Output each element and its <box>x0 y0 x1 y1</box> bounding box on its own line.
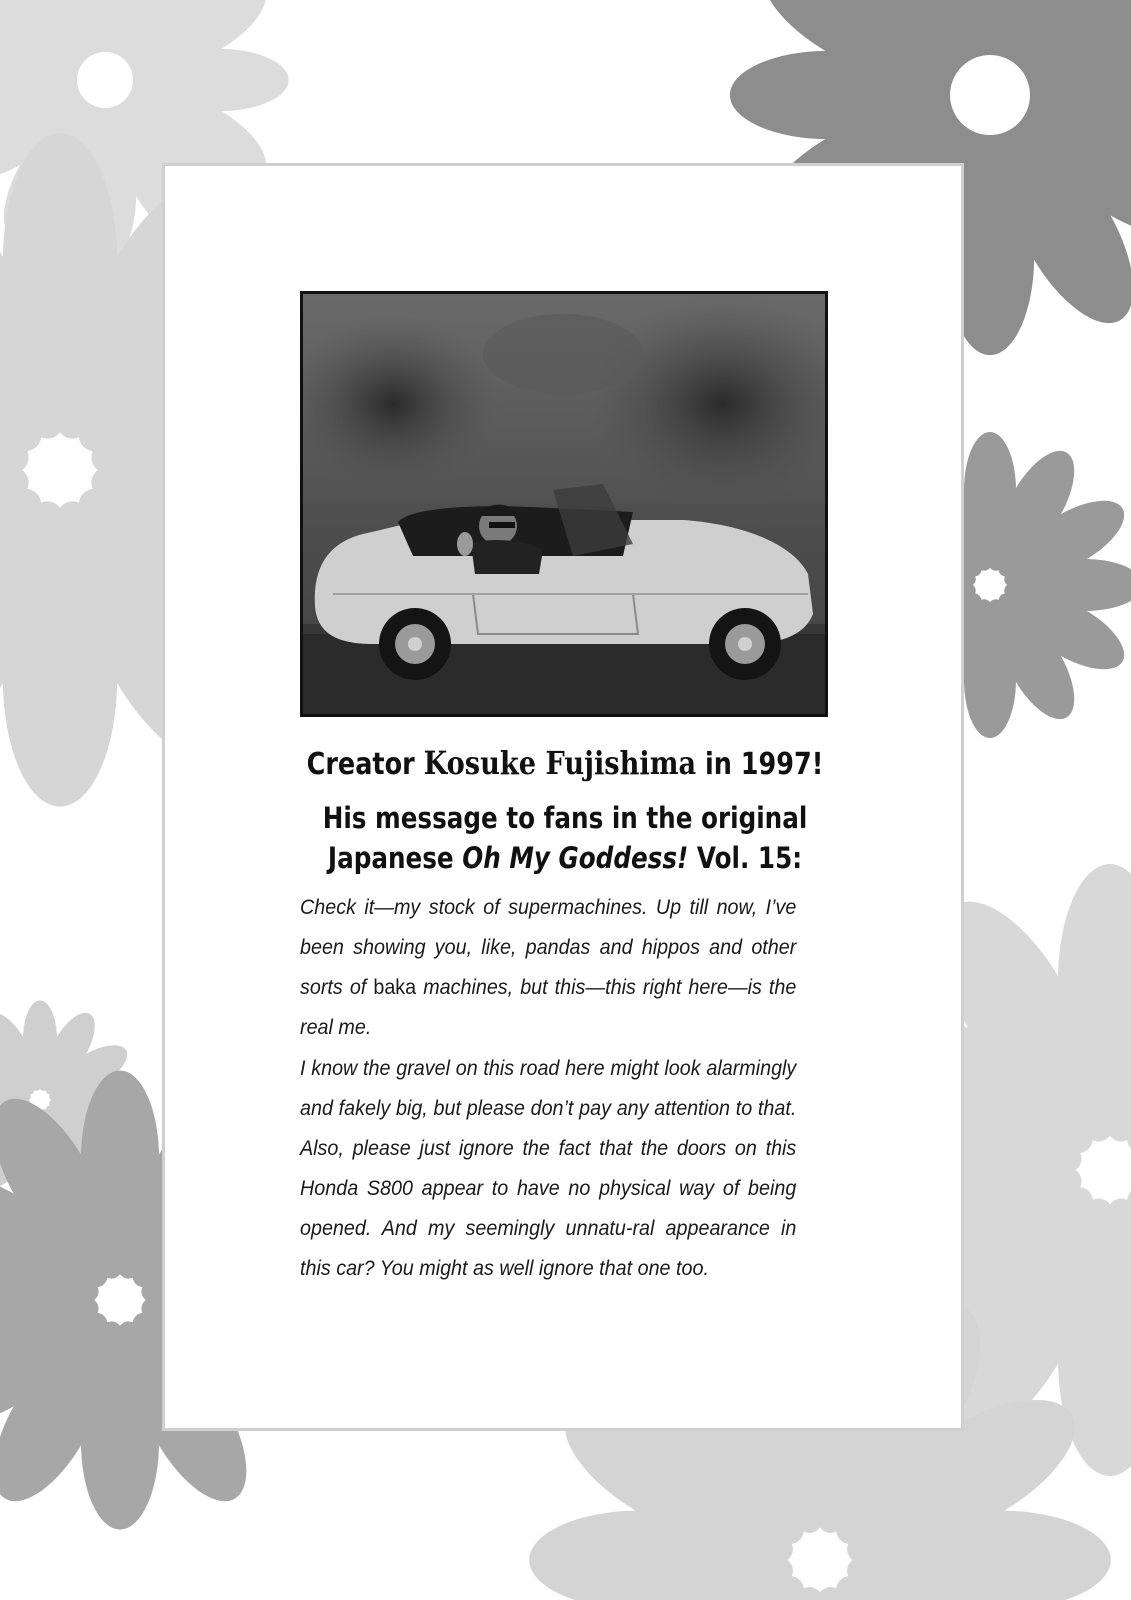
p1-part-a: Check it—my stock of supermachines. Up till now, I’ve been showing you, like, pandas and hippos and other sorts of <box>300 896 797 999</box>
headline-line2: His message to fans in the original <box>322 801 808 835</box>
line3-suffix: Vol. 15: <box>696 841 803 875</box>
creator-prefix: Creator <box>306 747 415 782</box>
p1-part-b: machines, but this—this right here—is the real me. <box>300 976 797 1039</box>
message-paragraph-1 <box>300 888 796 1048</box>
creator-photo <box>300 291 828 717</box>
headline-message <box>306 798 825 878</box>
creator-name: Kosuke Fujishima <box>423 744 697 782</box>
headline-creator <box>306 744 825 782</box>
creator-suffix: in 1997! <box>704 747 824 782</box>
p1-baka-word: baka <box>373 976 417 999</box>
message-paragraph-2: I know the gravel on this road here might look alarmingly and fakely big, but please don’t pay any attention to that. Also, please just ignore the fact that the doors on this Honda S800 appear to have no physical way of being opened. And my seemingly unnatu-ral appearance in this car? You might as well ignore that one too. <box>300 1057 797 1280</box>
series-title: Oh My Goddess! <box>462 841 689 875</box>
headline-line3 <box>306 838 825 878</box>
line3-prefix: Japanese <box>327 841 454 875</box>
